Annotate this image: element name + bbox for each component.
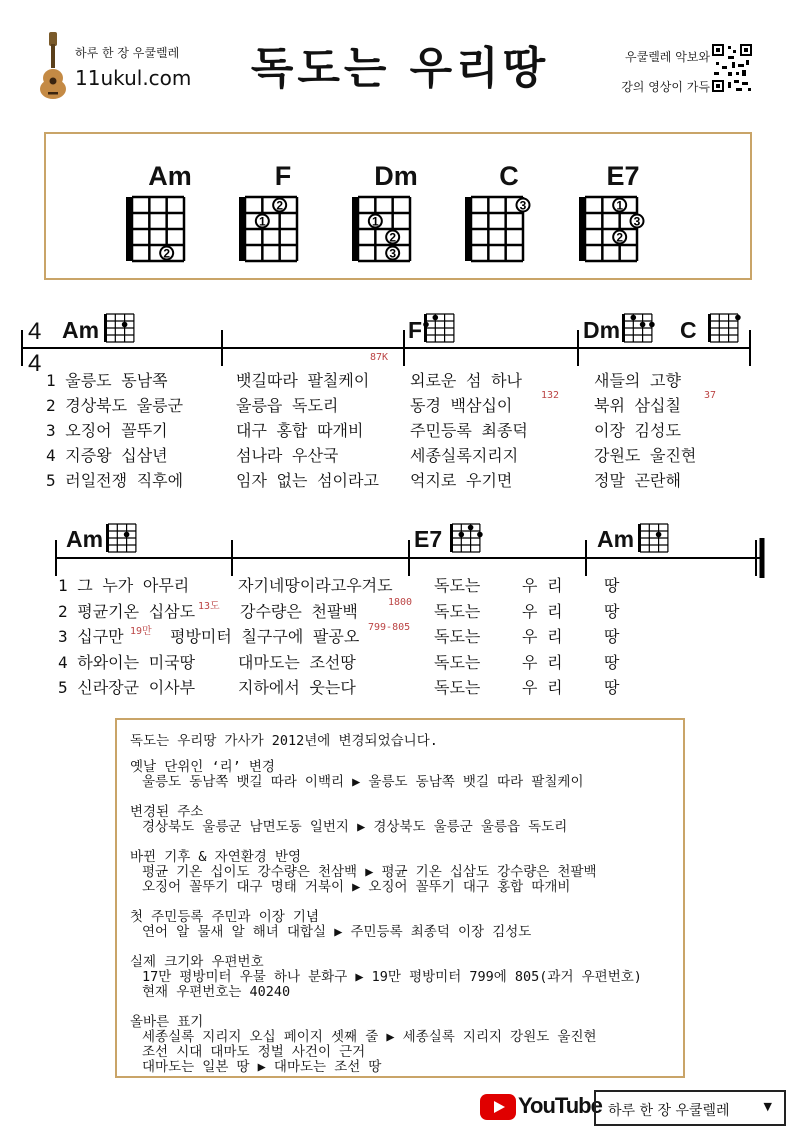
notes-group-line: 울릉도 동남쪽 뱃길 따라 이백리 ▶ 울릉도 동남쪽 뱃길 따라 팔칠케이 xyxy=(142,774,584,790)
notes-group-line: 연어 알 물새 알 해녀 대합실 ▶ 주민등록 최종덕 이장 김성도 xyxy=(142,924,532,940)
time-signature-bottom: 4 xyxy=(28,350,42,377)
lyric-s1-line3-bar4: 이장 김성도 xyxy=(594,421,681,440)
notes-group-line: 대마도는 일본 땅 ▶ 대마도는 조선 땅 xyxy=(142,1059,382,1075)
bar-chord-dm: Dm xyxy=(583,317,621,343)
notes-group-title: 옛날 단위인 ‘리’ 변경 xyxy=(130,759,275,775)
lyric-s1-line4-bar3: 세종실록지리지 xyxy=(410,446,519,465)
chord-diagrams xyxy=(0,0,800,300)
lyric-s1-line4-bar4: 강원도 울진현 xyxy=(594,446,697,465)
lyric-s2-line3-part3: 독도는 xyxy=(434,627,481,646)
lyric-s1-line5-bar2: 임자 없는 섬이라고 xyxy=(236,471,379,490)
lyric-s2-line1-part3: 독도는 xyxy=(434,576,481,595)
bar-chord-am: Am xyxy=(62,317,100,343)
lyric-s1-line2-bar3: 동경 백삼십이 xyxy=(410,396,513,415)
finger-number: 1 xyxy=(616,198,624,213)
finger-number: 2 xyxy=(616,230,624,245)
lyric-s1-line5-bar3: 억지로 우기면 xyxy=(410,471,513,490)
lyric-s1-line1-bar2: 뱃길따라 팔칠케이 xyxy=(236,371,370,390)
channel-select-value: 하루 한 장 우쿨렐레 xyxy=(608,1103,730,1119)
lyric-s2-line3-part1: 3 십구만 xyxy=(58,627,124,646)
finger-number: 3 xyxy=(389,246,397,261)
mini-chord-grid xyxy=(450,524,483,552)
lyric-s2-line2-part3: 독도는 xyxy=(434,601,481,621)
lyric-s1-line1-bar3: 외로운 섬 하나 xyxy=(410,371,523,390)
lyric-s2-line3-part2: 평방미터 칠구구에 팔공오 xyxy=(170,627,360,646)
chord-label-c: C xyxy=(499,161,519,191)
promo-line-2: 강의 영상이 가득 xyxy=(621,80,710,94)
mini-chord-grid xyxy=(106,524,136,552)
lyric-s2-line3-part4: 우 리 xyxy=(522,627,563,646)
fretboard-e7 xyxy=(579,197,644,261)
lyric-s2-line5-part5: 땅 xyxy=(604,678,620,697)
youtube-label[interactable]: YouTube xyxy=(518,1093,602,1118)
chord-label-f: F xyxy=(274,161,292,191)
lyric-s1-line4-bar2: 섬나라 우산국 xyxy=(236,446,339,465)
mini-chord-grid xyxy=(423,314,454,342)
lyric-s1-line3-bar3: 주민등록 최종덕 xyxy=(410,421,528,440)
bar-chord-c: C xyxy=(680,317,697,343)
lyric-s2-line4-part3: 독도는 xyxy=(434,652,481,672)
chord-label-e7: E7 xyxy=(606,161,640,191)
lyric-s1-line5-bar4: 정말 곤란해 xyxy=(594,471,681,490)
annotation-37: 37 xyxy=(704,390,717,401)
notes-group-line: 현재 우편번호는 40240 xyxy=(142,984,291,1000)
chord-label-dm: Dm xyxy=(374,161,418,191)
finger-number: 2 xyxy=(163,246,171,261)
notes-group-title: 올바른 표기 xyxy=(130,1014,204,1030)
lyric-s1-line3-bar2: 대구 홍합 따개비 xyxy=(236,421,364,440)
page-title: 독도는 우리땅 xyxy=(250,43,550,94)
mini-chord-grid xyxy=(638,524,668,552)
lyric-s2-line5-part1: 5 신라장군 이사부 xyxy=(58,678,196,697)
mini-chord-diagrams-2 xyxy=(0,510,800,560)
notes-group-line: 조선 시대 대마도 정벌 사건이 근거 xyxy=(142,1044,366,1060)
channel-select[interactable] xyxy=(594,1090,786,1126)
bar-chord-am-3: Am xyxy=(597,526,635,552)
fretboard-dm xyxy=(352,197,410,261)
annotation-1800: 1800 xyxy=(388,597,413,608)
lyric-s2-line5-part2: 지하에서 웃는다 xyxy=(238,678,356,697)
lyric-s2-line5-part3: 독도는 xyxy=(434,678,481,697)
annotation-13: 13도 xyxy=(198,601,220,612)
lyric-s1-line1-bar1: 1 울릉도 동남쪽 xyxy=(46,371,168,390)
notes-group-line: 경상북도 울릉군 남면도동 일번지 ▶ 경상북도 울릉군 울릉읍 독도리 xyxy=(142,819,568,835)
annotation-799: 799-805 xyxy=(368,622,411,633)
lyric-s1-line3-bar1: 3 오징어 꼴뚜기 xyxy=(46,421,168,440)
lyric-s2-line1-part2: 자기네땅이라고우겨도 xyxy=(238,576,393,595)
lyric-s1-line5-bar1: 5 러일전쟁 직후에 xyxy=(46,471,184,490)
brand-url[interactable]: 11ukul.com xyxy=(75,66,192,90)
annotation-87k: 87K xyxy=(370,352,389,363)
lyric-s2-line4-part5: 땅 xyxy=(604,652,620,672)
lyric-s2-line1-part1: 1 그 누가 아무리 xyxy=(58,576,190,595)
notes-group-line: 오징어 꼴뚜기 대구 명태 거북이 ▶ 오징어 꼴뚜기 대구 홍합 따개비 xyxy=(142,879,571,895)
chevron-down-icon: ▼ xyxy=(763,1100,772,1113)
finger-number: 1 xyxy=(371,214,379,229)
lyric-s2-line4-part4: 우 리 xyxy=(522,652,563,672)
brand-subtitle: 하루 한 장 우쿨렐레 xyxy=(75,46,180,60)
fretboard-am xyxy=(126,197,184,261)
notes-group-title: 첫 주민등록 주민과 이장 기념 xyxy=(130,909,320,925)
mini-chord-grid xyxy=(104,314,134,342)
lyric-s1-line1-bar4: 새들의 고향 xyxy=(594,371,681,390)
notes-group-line: 세종실록 지리지 오십 페이지 셋째 줄 ▶ 세종실록 지리지 강원도 울진현 xyxy=(142,1029,597,1045)
bar-chord-e7: E7 xyxy=(414,526,443,552)
annotation-19: 19만 xyxy=(130,626,152,637)
lyric-s2-line2-part5: 땅 xyxy=(604,601,620,621)
mini-chord-grid xyxy=(708,314,741,342)
mini-chord-diagrams-1 xyxy=(0,300,800,350)
lyric-s2-line3-part5: 땅 xyxy=(604,627,620,646)
chord-label-am: Am xyxy=(148,161,192,191)
notes-group-title: 실제 크기와 우편번호 xyxy=(130,954,264,970)
lyric-s1-line2-bar4: 북위 삼십칠 xyxy=(594,396,681,415)
lyric-s2-line4-part2: 대마도는 조선땅 xyxy=(238,652,356,672)
lyric-s2-line4-part1: 4 하와이는 미국땅 xyxy=(58,652,196,672)
lyric-s2-line1-part5: 땅 xyxy=(604,576,620,595)
lyric-s2-line1-part4: 우 리 xyxy=(522,576,563,595)
time-signature-top: 4 xyxy=(28,318,42,345)
fretboard-c xyxy=(465,197,530,261)
annotation-132: 132 xyxy=(541,390,560,401)
lyric-s2-line2-part2: 강수량은 천팔백 xyxy=(240,601,358,621)
finger-number: 3 xyxy=(519,198,527,213)
bar-chord-f: F xyxy=(408,317,423,343)
notes-group-title: 변경된 주소 xyxy=(130,804,204,820)
finger-number: 2 xyxy=(276,198,284,213)
lyric-s2-line5-part4: 우 리 xyxy=(522,678,563,697)
notes-group-title: 바뀐 기후 & 자연환경 반영 xyxy=(130,849,302,865)
lyric-s2-line2-part4: 우 리 xyxy=(522,601,563,621)
mini-chord-grid xyxy=(622,314,655,342)
notes-group-line: 17만 평방미터 우물 하나 분화구 ▶ 19만 평방미터 799에 805(과거 우편번호) xyxy=(142,969,642,985)
promo-line-1: 우쿨렐레 악보와 xyxy=(625,50,710,64)
finger-number: 3 xyxy=(633,214,641,229)
lyric-s1-line4-bar1: 4 지증왕 십삼년 xyxy=(46,446,168,465)
notes-group-line: 평균 기온 십이도 강수량은 천삼백 ▶ 평균 기온 십삼도 강수량은 천팔백 xyxy=(142,864,597,880)
lyric-s2-line2-part1: 2 평균기온 십삼도 xyxy=(58,601,196,621)
finger-number: 2 xyxy=(389,230,397,245)
lyric-s1-line2-bar2: 울릉읍 독도리 xyxy=(236,396,339,415)
bar-chord-am-2: Am xyxy=(66,526,104,552)
finger-number: 1 xyxy=(258,214,266,229)
youtube-icon[interactable] xyxy=(480,1094,516,1120)
lyric-s1-line2-bar1: 2 경상북도 울릉군 xyxy=(46,396,184,415)
notes-intro: 독도는 우리땅 가사가 2012년에 변경되었습니다. xyxy=(130,733,438,749)
fretboard-f xyxy=(239,197,297,261)
